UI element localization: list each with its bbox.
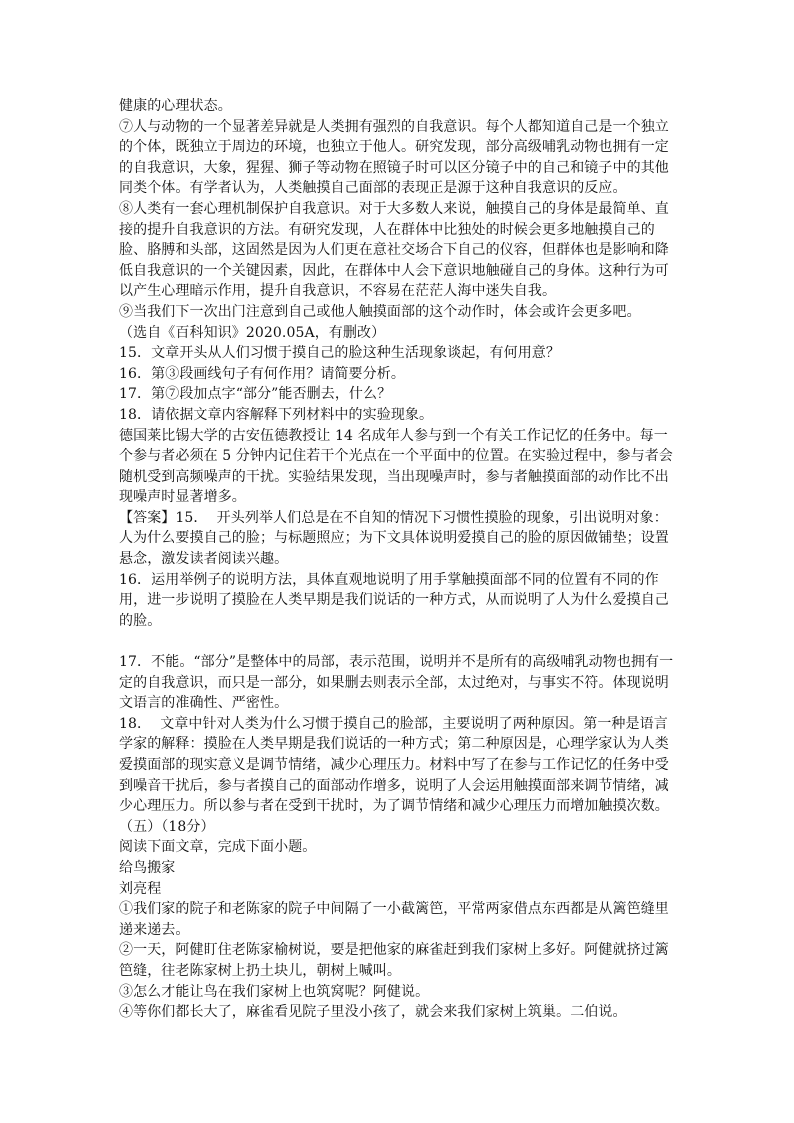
question-15: 15．文章开头从人们习惯于摸自己的脸这种生活现象谈起，有何用意？ bbox=[119, 345, 561, 362]
section-heading: （五）（18分） bbox=[119, 818, 215, 835]
question-17: 17．第⑦段加点字“部分”能否删去，什么？ bbox=[119, 386, 392, 403]
paragraph-intro-end: 健康的心理状态。 bbox=[119, 98, 232, 114]
source-note: （选自《百科知识》2020.05A，有删改） bbox=[119, 324, 386, 341]
paragraph-9: ⑨当我们下一次出门注意到自己或他人触摸面部的这个动作时，体会或许会更多吧。 bbox=[119, 303, 641, 320]
answer-18: 18． 文章中针对人类为什么习惯于摸自己的脸部，主要说明了两种原因。第一种是语言学家的解释：摸脸在人类早期是我们说话的一种方式；第二种原因是，心理学家认为人类爱摸面部的现实意义是调节情绪，减少心理压力。材料中写了在参与工作记忆的任务中受到噪音干扰后，参与者摸自己的面部动作增多，说明了人会运用触摸面部来调节情绪，减少心理压力。所以参与者在受到干扰时，为了调节情绪和减少心理压力而增加触摸次数。 bbox=[119, 715, 669, 815]
document-body bbox=[119, 96, 679, 1023]
article-title: 给鸟搬家 bbox=[119, 859, 176, 876]
blank-line bbox=[119, 631, 679, 652]
answer-16: 16．运用举例子的说明方法，具体直观地说明了用手掌触摸面部不同的位置有不同的作用，进一步说明了摸脸在人类早期是我们说话的一种方式，从而说明了人为什么爱摸自己的脸。 bbox=[119, 571, 669, 629]
article-paragraph-4: ④等你们都长大了，麻雀看见院子里没小孩了，就会来我们家树上筑巢。二伯说。 bbox=[119, 1004, 627, 1021]
paragraph-7: ⑦人与动物的一个显著差异就是人类拥有强烈的自我意识。每个人都知道自己是一个独立的个体，既独立于周边的环境，也独立于他人。研究发现，部分高级哺乳动物也拥有一定的自我意识，大象，猩猩、狮子等动物在照镜子时可以区分镜子中的自己和镜子中的其他同类个体。有学者认为，人类触摸自己面部的表现正是源于这种自我意识的反应。 bbox=[119, 118, 669, 197]
article-author: 刘亮程 bbox=[119, 880, 162, 897]
question-16: 16．第③段画线句子有何作用？请简要分析。 bbox=[119, 365, 405, 382]
question-18: 18．请依据文章内容解释下列材料中的实验现象。 bbox=[119, 406, 434, 423]
paragraph-8: ⑧人类有一套心理机制保护自我意识。对于大多数人来说，触摸自己的身体是最简单、直接的提升自我意识的方法。有研究发现，人在群体中比独处的时候会更多地触摸自己的脸、胳膊和头部，这固然是因为人们更在意社交场合下自己的仪容，但群体也是影响和降低自我意识的一个关键因素，因此，在群体中人会下意识地触碰自己的身体。这种行为可以产生心理暗示作用，提升自我意识，不容易在茫茫人海中迷失自我。 bbox=[119, 200, 669, 300]
answer-17: 17．不能。“部分”是整体中的局部，表示范围，说明并不是所有的高级哺乳动物也拥有一定的自我意识，而只是一部分，如果删去则表示全部，太过绝对，与事实不符。体现说明文语言的准确性、严密性。 bbox=[119, 654, 674, 712]
article-paragraph-3: ③怎么才能让鸟在我们家树上也筑窝呢？阿健说。 bbox=[119, 983, 430, 1000]
question-18-material: 德国莱比锡大学的古安伍德教授让 14 名成年人参与到一个有关工作记忆的任务中。每一个参与者必须在 5 分钟内记住若干个光点在一个平面中的位置。在实验过程中，参与者会随机受到高频噪声的干扰。实验结果发现，当出现噪声时，参与者触摸面部的动作比不出现噪声时显著增多。 bbox=[119, 427, 673, 506]
article-paragraph-1: ①我们家的院子和老陈家的院子中间隔了一小截篱笆，平常两家借点东西都是从篱笆缝里递来递去。 bbox=[119, 901, 669, 938]
section-instruction: 阅读下面文章，完成下面小题。 bbox=[119, 839, 317, 856]
article-paragraph-2: ②一天，阿健盯住老陈家榆树说，要是把他家的麻雀赶到我们家树上多好。阿健就挤过篱笆缝，往老陈家树上扔土块儿，朝树上喊叫。 bbox=[119, 942, 669, 979]
answer-15: 【答案】15． 开头列举人们总是在不自知的情况下习惯性摸脸的现象，引出说明对象：人为什么要摸自己的脸；与标题照应；为下文具体说明爱摸自己的脸的原因做铺垫；设置悬念，激发读者阅读兴趣。 bbox=[119, 509, 669, 568]
